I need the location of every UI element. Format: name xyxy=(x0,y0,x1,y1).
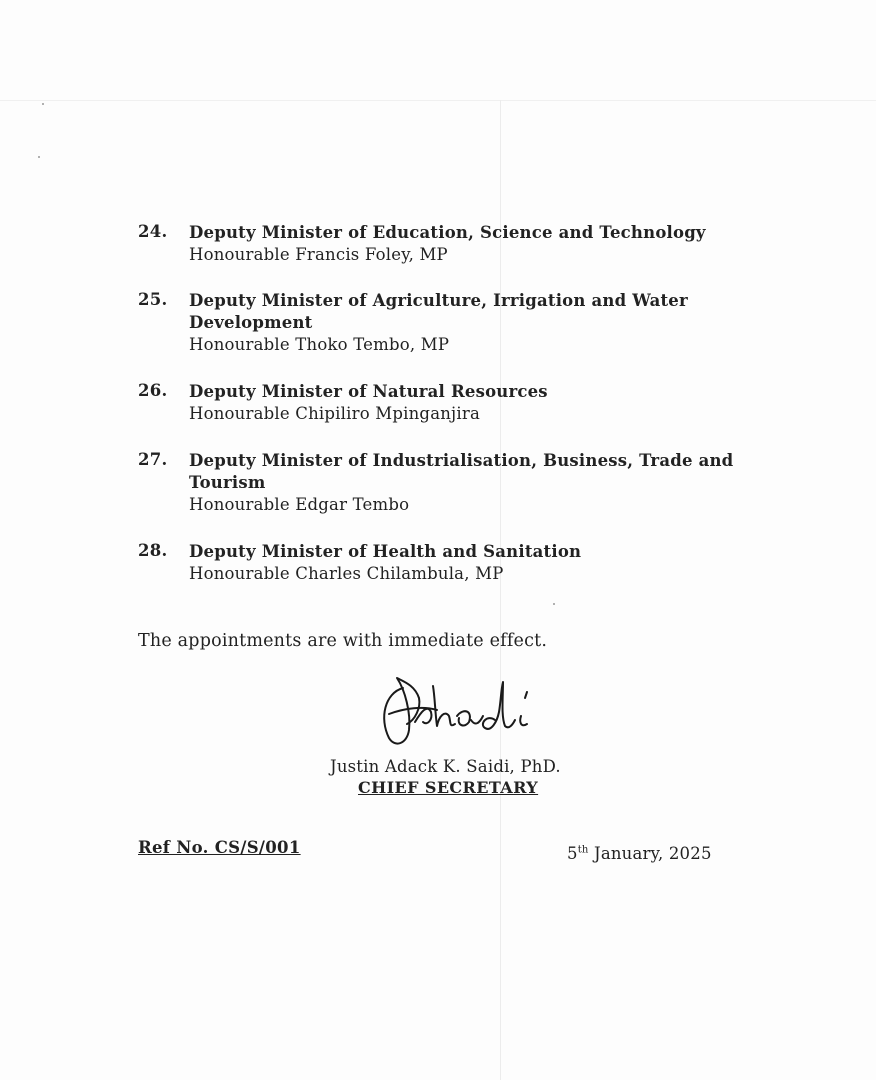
appointment-number: 24. xyxy=(138,222,168,241)
closing-statement: The appointments are with immediate effect. xyxy=(138,631,548,651)
appointment-title: Deputy Minister of Agriculture, Irrigation and Water Development xyxy=(189,291,688,332)
appointee-name: Honourable Edgar Tembo xyxy=(189,495,410,514)
appointee-name: Honourable Charles Chilambula, MP xyxy=(189,564,504,583)
appointment-body xyxy=(189,290,689,356)
appointment-title: Deputy Minister of Natural Resources xyxy=(189,382,548,401)
appointment-title: Deputy Minister of Education, Science and Technology xyxy=(189,223,706,242)
appointment-body xyxy=(189,381,749,425)
date-day: 5 xyxy=(567,844,578,863)
scan-speck xyxy=(42,103,44,105)
appointment-body xyxy=(189,541,749,585)
date-suffix: th xyxy=(577,844,589,856)
document-date xyxy=(567,844,712,863)
appointment-title: Deputy Minister of Health and Sanitation xyxy=(189,542,582,561)
appointment-body xyxy=(189,222,749,266)
scan-speck xyxy=(553,603,555,605)
appointee-name: Honourable Francis Foley, MP xyxy=(189,245,448,264)
date-rest: January, 2025 xyxy=(588,844,712,863)
appointee-name: Honourable Chipiliro Mpinganjira xyxy=(189,404,480,423)
appointment-number: 25. xyxy=(138,290,168,309)
appointment-number: 26. xyxy=(138,381,168,400)
paper-fold-horizontal xyxy=(0,100,876,101)
appointment-title: Deputy Minister of Industrialisation, Business, Trade and Tourism xyxy=(189,451,734,492)
appointment-body xyxy=(189,450,734,516)
handwritten-signature xyxy=(375,668,535,752)
reference-number: Ref No. CS/S/001 xyxy=(138,838,301,857)
appointee-name: Honourable Thoko Tembo, MP xyxy=(189,335,450,354)
appointment-number: 28. xyxy=(138,541,168,560)
signer-title: CHIEF SECRETARY xyxy=(358,778,539,797)
signer-name: Justin Adack K. Saidi, PhD. xyxy=(330,757,561,776)
scan-speck xyxy=(38,156,40,158)
appointment-number: 27. xyxy=(138,450,168,469)
